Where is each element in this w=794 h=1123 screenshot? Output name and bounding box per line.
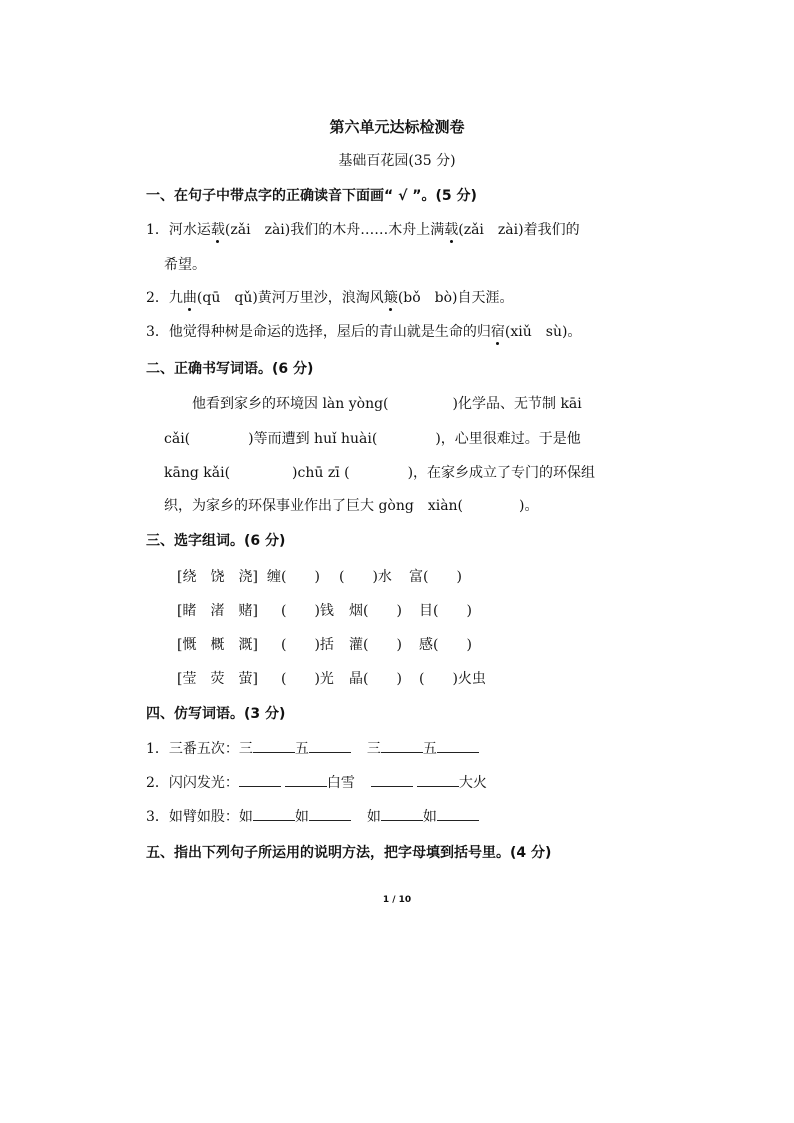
word-blank-1: ( )光	[281, 671, 334, 687]
q2-dotted-char-1: 曲	[182, 290, 197, 306]
fill-blank[interactable]	[239, 774, 281, 787]
q3-text-a: 3．他觉得种树是命运的选择，屋后的青山就是生命的归	[146, 324, 491, 340]
q2-text-c: (bǒ bò)自天涯。	[397, 290, 514, 306]
q4-2-word-1: 白雪	[326, 775, 355, 791]
s2-l4-a: 织，为家乡的环保事业作出了巨大 gòng xiàn(	[164, 498, 464, 514]
s2-l3-c: )，在家乡成立了专门的环保组	[407, 465, 596, 481]
word-blank-2: ( )水	[339, 569, 392, 585]
word-blank-2: 烟( )	[349, 603, 402, 619]
section-4-heading: 四、仿写词语。(3 分)	[146, 706, 286, 722]
q1-dotted-char-2: 载	[444, 222, 459, 238]
word-blank-2: 灌( )	[349, 637, 402, 653]
page-title: 第六单元达标检测卷	[329, 118, 465, 136]
q4-1-char-1: 三	[238, 741, 253, 757]
q2-dotted-char-2: 簸	[383, 290, 398, 306]
page-subtitle: 基础百花园(35 分)	[338, 153, 456, 169]
section-2-heading: 二、正确书写词语。(6 分)	[146, 361, 314, 377]
q4-2-label: 2．闪闪发光：	[146, 775, 239, 791]
q2-text-b: (qū qǔ)黄河万里沙，浪淘风	[196, 290, 384, 306]
fill-blank[interactable]	[253, 740, 295, 753]
fill-blank[interactable]	[371, 774, 413, 787]
fill-blank[interactable]	[309, 740, 351, 753]
character-options: [慨 概 溉]	[177, 637, 258, 653]
character-options: [睹 渚 赌]	[177, 603, 258, 619]
section-1-heading: 一、在句子中带点字的正确读音下面画“ √ ”。(5 分)	[146, 188, 477, 204]
q1-dotted-char-1: 载	[210, 222, 225, 238]
q1-text-b: (zǎi zài)我们的木舟……木舟上满	[224, 222, 445, 238]
word-blank-1: ( )钱	[281, 603, 334, 619]
fill-blank[interactable]	[381, 808, 423, 821]
s2-l3-a: kāng kǎi(	[164, 465, 231, 481]
q1-text-a: 1．河水运	[146, 222, 211, 238]
question-4-1	[146, 738, 479, 758]
q4-3-char-3: 如	[366, 809, 381, 825]
fill-blank[interactable]	[381, 740, 423, 753]
word-blank-2: 晶( )	[349, 671, 402, 687]
q3-dotted-char: 宿	[490, 324, 505, 340]
question-4-3	[146, 806, 479, 826]
s2-l2-a: cǎi(	[164, 431, 191, 447]
fill-blank[interactable]	[253, 808, 295, 821]
character-options: [绕 饶 浇]	[177, 569, 258, 585]
word-blank-1: ( )括	[281, 637, 334, 653]
q4-3-label: 3．如臂如股：	[146, 809, 239, 825]
character-options: [莹 荧 萤]	[177, 671, 258, 687]
q4-1-char-4: 五	[422, 741, 437, 757]
fill-blank[interactable]	[437, 740, 479, 753]
question-4-2	[146, 772, 487, 792]
question-1-2	[146, 287, 514, 307]
s2-l1-b: )化学品、无节制 kāi	[452, 396, 582, 412]
word-blank-3: ( )火虫	[419, 671, 486, 687]
word-group-row	[177, 600, 472, 620]
fill-blank[interactable]	[309, 808, 351, 821]
question-1-3	[146, 321, 581, 341]
q4-3-char-2: 如	[294, 809, 309, 825]
word-blank-3: 富( )	[409, 569, 462, 585]
section-2-line-1	[192, 393, 582, 413]
q4-3-char-1: 如	[238, 809, 253, 825]
word-blank-3: 目( )	[419, 603, 472, 619]
s2-l1-a: 他看到家乡的环境因 làn yòng(	[192, 396, 389, 412]
word-blank-1: 缠( )	[267, 569, 320, 585]
q4-3-char-4: 如	[422, 809, 437, 825]
s2-l2-b: )等而遭到 huǐ huài(	[248, 431, 378, 447]
q2-text-a: 2．九	[146, 290, 183, 306]
question-1-1-continued: 希望。	[164, 257, 206, 273]
q1-text-c: (zǎi zài)着我们的	[458, 222, 580, 238]
section-2-line-4	[164, 495, 539, 515]
question-1-1	[146, 219, 580, 239]
q4-1-label: 1．三番五次：	[146, 741, 239, 757]
word-group-row	[177, 566, 462, 586]
q4-1-char-2: 五	[294, 741, 309, 757]
word-group-row	[177, 634, 472, 654]
word-blank-3: 感( )	[419, 637, 472, 653]
word-group-row	[177, 668, 486, 688]
fill-blank[interactable]	[437, 808, 479, 821]
section-2-line-2	[164, 428, 581, 448]
section-2-line-3	[164, 462, 595, 482]
q4-1-char-3: 三	[366, 741, 381, 757]
q3-text-b: (xiǔ sù)。	[504, 324, 582, 340]
page-number: 1 / 10	[382, 895, 412, 905]
q4-2-word-2: 大火	[458, 775, 487, 791]
section-3-heading: 三、选字组词。(6 分)	[146, 533, 286, 549]
s2-l2-c: )，心里很难过。于是他	[435, 431, 581, 447]
s2-l3-b: )chū zī (	[292, 465, 350, 481]
s2-l4-b: )。	[519, 498, 539, 514]
section-5-heading: 五、指出下列句子所运用的说明方法，把字母填到括号里。(4 分)	[146, 845, 552, 861]
fill-blank[interactable]	[417, 774, 459, 787]
fill-blank[interactable]	[285, 774, 327, 787]
